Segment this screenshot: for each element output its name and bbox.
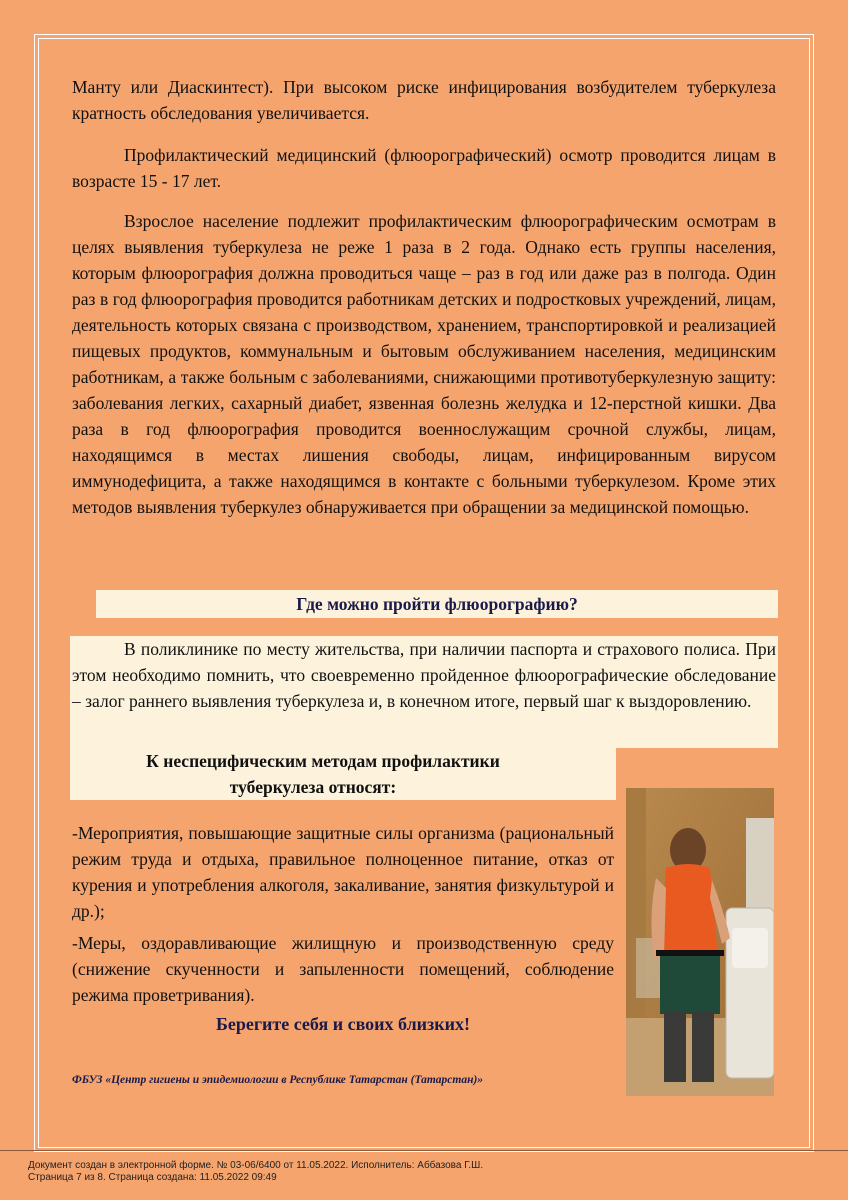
measure-item: -Мероприятия, повышающие защитные силы организма (рациональный режим труда и отдыха, правильное полноценное питание, отказ от курения и употребления алкоголя, закаливание, занятия физкультурой и др.); bbox=[72, 823, 614, 921]
nonspecific-heading-box bbox=[70, 748, 616, 800]
answer-text: В поликлинике по месту жительства, при наличии паспорта и страхового полиса. При этом необходимо помнить, что своевременно пройденное флюорографические обследование – залог раннего выявления туберкулеза и, в конечном итоге, первый шаг к выздоровлению. bbox=[72, 639, 776, 711]
organization-signature: ФБУЗ «Центр гигиены и эпидемиологии в Республике Татарстан (Татарстан)» bbox=[72, 1074, 484, 1086]
measure-item: -Меры, оздоравливающие жилищную и производственную среду (снижение скученности и запыленности помещений, соблюдение режима проветривания). bbox=[72, 933, 614, 1005]
question-heading: Где можно пройти флюорографию? bbox=[296, 593, 578, 614]
fluorography-photo bbox=[626, 788, 774, 1096]
fluorography-photo-illustration bbox=[626, 788, 774, 1096]
footer-page-info: Страница 7 из 8. Страница создана: 11.05.2022 09:49 bbox=[28, 1172, 277, 1183]
footer-document-info: Документ создан в электронной форме. № 03-06/6400 от 11.05.2022. Исполнитель: Аббазова Г.Ш. bbox=[28, 1160, 484, 1171]
nonspecific-heading-line2: туберкулеза относят: bbox=[229, 777, 397, 797]
paragraph-screening-age: Профилактический медицинский (флюорографический) осмотр проводится лицам в возрасте 15 - 17 лет. bbox=[72, 145, 776, 191]
paragraph-adult-screening: Взрослое население подлежит профилактическим флюорографическим осмотрам в целях выявления туберкулеза не реже 1 раза в 2 года. Однако есть группы населения, которым флюорография должна проводиться чаще – раз в год или даже раз в полгода. Один раз в год флюорография проводится работникам детских и подростковых учреждений, лицам, деятельность которых связана с производством, хранением, транспортировкой и реализацией пищевых продуктов, коммунальным и бытовым обслуживанием населения, медицинским работникам, а также больным с заболеваниями, снижающими противотуберкулезную защиту: заболевания легких, сахарный диабет, язвенная болезнь желудка и 12-перстной кишки. Два раза в год флюорография проводится военнослужащим срочной службы, лицам, находящимся в местах лишения свободы, лицам, инфицированным вирусом иммунодефицита, а также находящимся в контакте с больными туберкулезом. Кроме этих методов выявления туберкулез обнаруживается при обращении за медицинской помощью. bbox=[72, 211, 776, 517]
question-heading-box bbox=[96, 590, 778, 618]
paragraph-continuation: Манту или Диаскинтест). При высоком риске инфицирования возбудителем туберкулеза кратность обследования увеличивается. bbox=[72, 77, 776, 123]
nonspecific-heading-line1: К неспецифическим методам профилактики bbox=[146, 751, 500, 771]
document-footer bbox=[28, 1160, 828, 1184]
closing-appeal: Берегите себя и своих близких! bbox=[215, 1014, 471, 1034]
answer-box bbox=[70, 636, 778, 748]
footer-divider bbox=[0, 1150, 848, 1151]
